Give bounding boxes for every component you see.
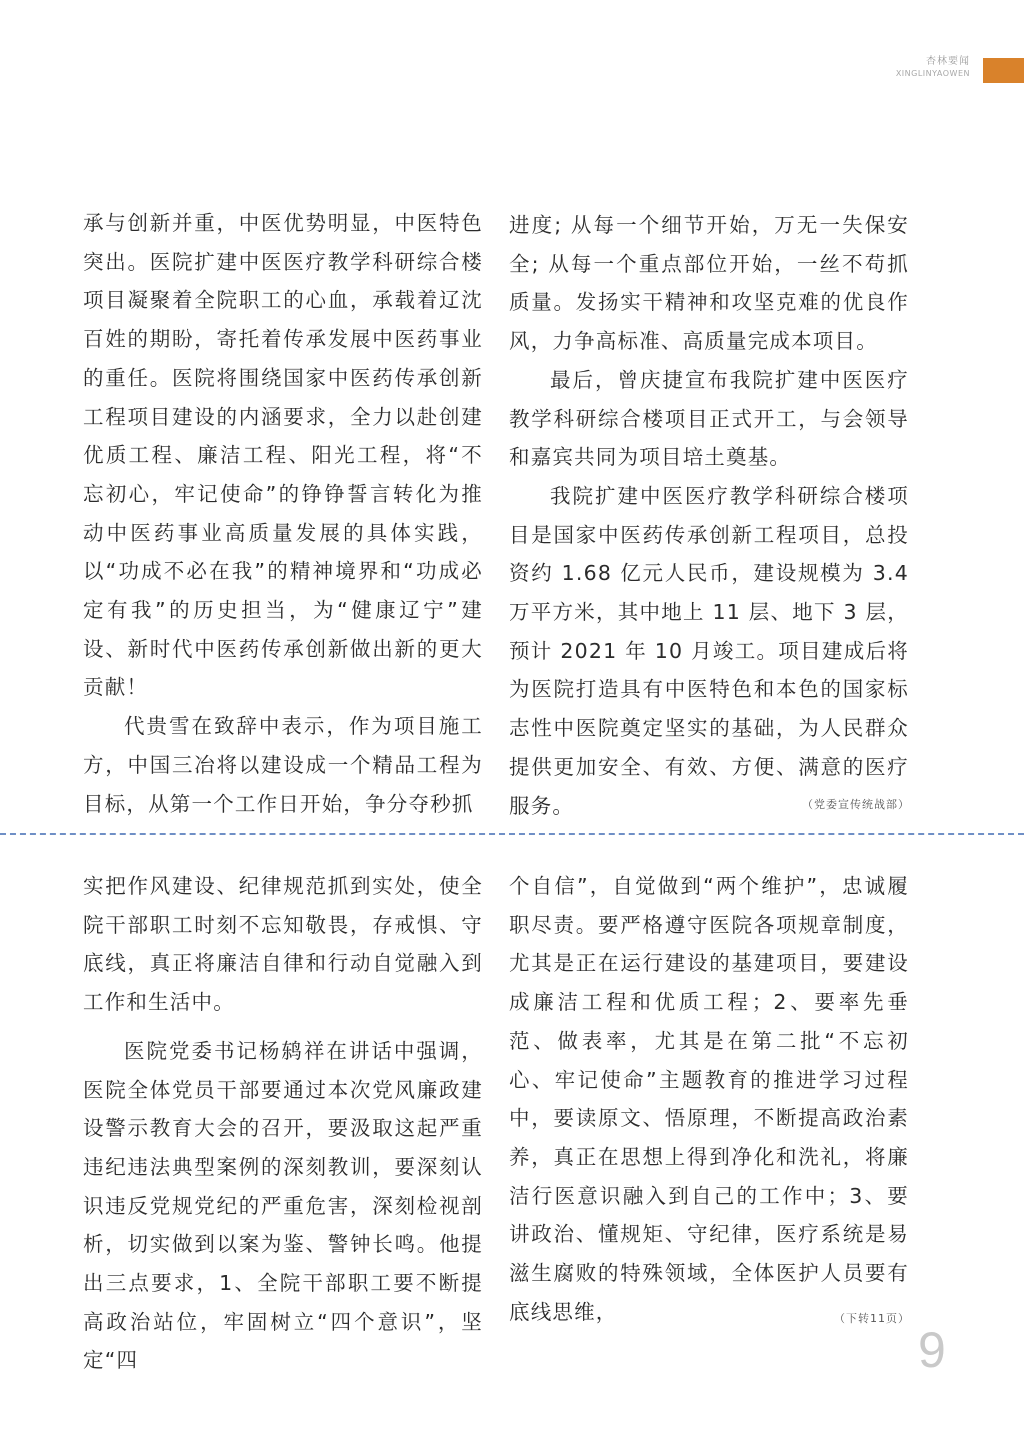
section-divider	[0, 833, 1024, 835]
article2-column-right	[509, 867, 909, 1331]
article1-paragraph: 最后，曾庆捷宣布我院扩建中医医疗教学科研综合楼项目正式开工，与会领导和嘉宾共同为项目培土奠基。	[509, 367, 909, 470]
page-number: 9	[918, 1322, 946, 1378]
article1-paragraph: 进度; 从每一个细节开始，万无一失保安全; 从每一个重点部位开始，一丝不苟抓质量。发扬实干精神和攻坚克难的优良作风，力争高标准、高质量完成本项目。	[509, 213, 909, 354]
continued-note: （下转11页）	[834, 1312, 910, 1325]
article1-column-right	[509, 206, 909, 825]
article2-paragraph: 个自信”，自觉做到“两个维护”，忠诚履职尽责。要严格遵守医院各项规章制度，尤其是正在运行建设的基建项目，要建设成廉洁工程和优质工程；2、要率先垂范、做表率，尤其是在第二批“不忘初心、牢记使命”主题教育的推进学习过程中，要读原文、悟原理，不断提高政治素养，真正在思想上得到净化和洗礼，将廉洁行医意识融入到自己的工作中；3、要讲政治、懂规矩、守纪律，医疗系统是易滋生腐败的特殊领域，全体医护人员要有底线思维，	[509, 874, 909, 1324]
article1-credit: （党委宣传统战部）	[802, 798, 910, 811]
header-accent-bar	[983, 58, 1024, 83]
article1-paragraph: 我院扩建中医医疗教学科研综合楼项目是国家中医药传承创新工程项目，总投资约 1.68 亿元人民币，建设规模为 3.4 万平方米，其中地上 11 层、地下 3 层，预计 2021 年 10 月竣工。项目建成后将为医院打造具有中医特色和本色的国家标志性中医院奠定坚实的基础，为人民群众提供更加安全、有效、方便、满意的医疗服务。	[509, 483, 909, 818]
article1-paragraph: 承与创新并重，中医优势明显，中医特色突出。医院扩建中医医疗教学科研综合楼项目凝聚着全院职工的心血，承载着辽沈百姓的期盼，寄托着传承发展中医药事业的重任。医院将围绕国家中医药传承创新工程项目建设的内涵要求，全力以赴创建优质工程、廉洁工程、阳光工程，将“不忘初心，牢记使命”的铮铮誓言转化为推动中医药事业高质量发展的具体实践，以“功成不必在我”的精神境界和“功成必定有我”的历史担当，为“健康辽宁”建设、新时代中医药传承创新做出新的更大贡献！	[83, 211, 483, 700]
section-title: 杏林要闻	[926, 56, 970, 67]
article2-column-left	[83, 867, 483, 1380]
section-subtitle: XINGLINYAOWEN	[895, 69, 970, 78]
article1-column-left	[83, 204, 483, 823]
article1-paragraph: 代贵雪在致辞中表示，作为项目施工方，中国三冶将以建设成一个精品工程为目标，从第一个工作日开始，争分夺秒抓	[83, 714, 483, 816]
header-text	[896, 56, 970, 79]
article2-paragraph: 实把作风建设、纪律规范抓到实处，使全院干部职工时刻不忘知敬畏，存戒惧、守底线，真正将廉洁自律和行动自觉融入到工作和生活中。	[83, 874, 483, 1015]
article2-paragraph: 医院党委书记杨鸫祥在讲话中强调，医院全体党员干部要通过本次党风廉政建设警示教育大会的召开，要汲取这起严重违纪违法典型案例的深刻教训，要深刻认识违反党规党纪的严重危害，深刻检视剖析，切实做到以案为鉴、警钟长鸣。他提出三点要求，1、全院干部职工要不断提高政治站位，牢固树立“四个意识”，坚定“四	[83, 1038, 483, 1373]
